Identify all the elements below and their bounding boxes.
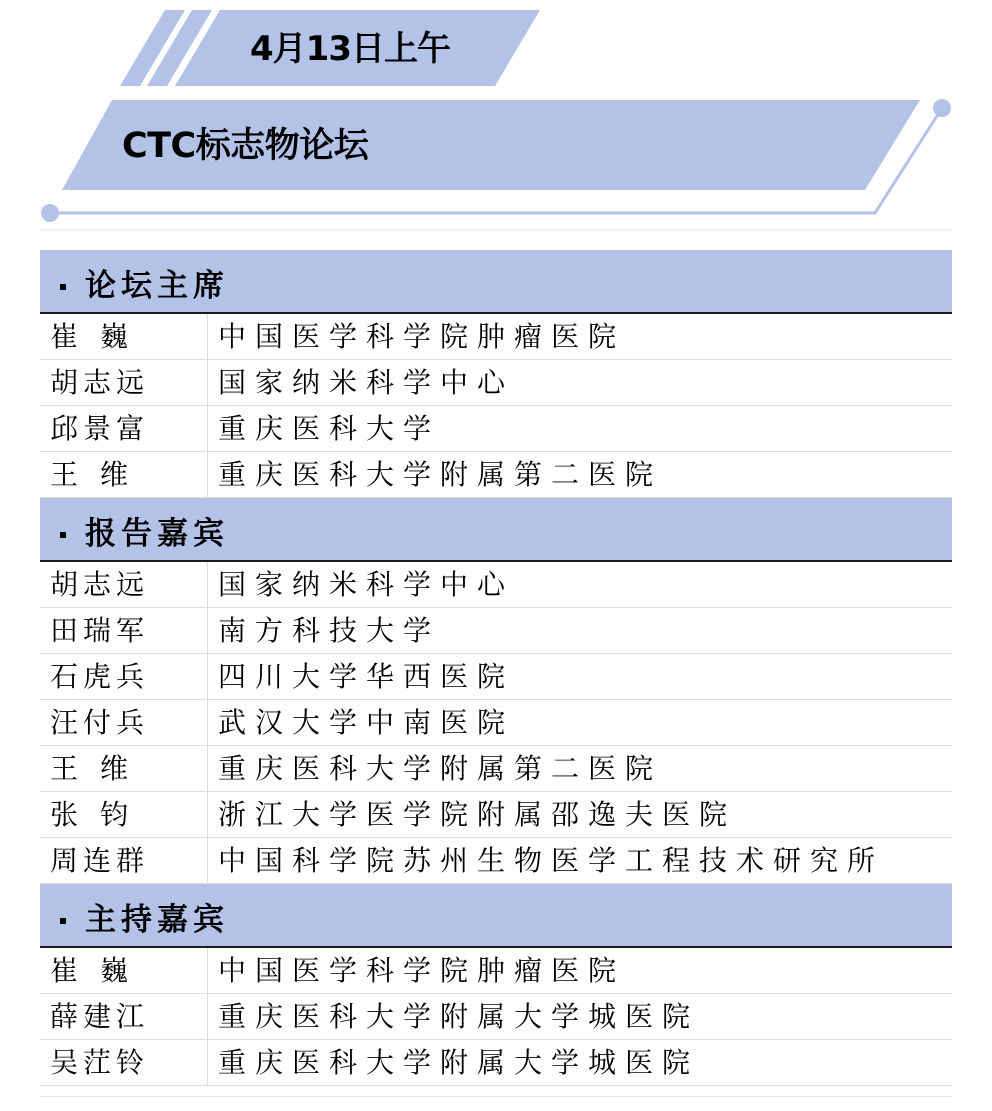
- table-row: [40, 792, 952, 838]
- organization: 中国医学科学院肿瘤医院: [218, 320, 626, 353]
- organization: 重庆医科大学: [218, 412, 441, 445]
- person-name-cell: [40, 1040, 208, 1085]
- section-title: 论坛主席: [85, 268, 229, 304]
- name-char: 钧: [100, 798, 129, 831]
- person-name-cell: [40, 700, 208, 745]
- table-row: [40, 452, 952, 498]
- organization: 中国科学院苏州生物医学工程技术研究所: [218, 844, 885, 877]
- person-name-cell: [40, 948, 208, 993]
- section-header: [40, 498, 952, 562]
- organization: 重庆医科大学附属第二医院: [218, 752, 663, 785]
- person-name: [40, 452, 150, 498]
- connector-dot-left: [41, 204, 59, 222]
- person-name: 薛建江: [50, 1000, 150, 1033]
- name-char: 王: [50, 458, 79, 491]
- organization: 武汉大学中南医院: [218, 706, 515, 739]
- name-char: 巍: [100, 954, 129, 987]
- name-char: 王: [50, 752, 79, 785]
- table-row: [40, 746, 952, 792]
- name-char: 维: [100, 458, 129, 491]
- schedule-table: [40, 250, 952, 1086]
- person-name-cell: [40, 406, 208, 451]
- date-label: 4月13日上午: [250, 29, 450, 69]
- person-name: [40, 314, 150, 360]
- section-header: [40, 884, 952, 948]
- table-row: [40, 314, 952, 360]
- person-name: 胡志远: [50, 366, 150, 399]
- section-title: 主持嘉宾: [85, 902, 229, 938]
- organization: 重庆医科大学附属大学城医院: [218, 1000, 700, 1033]
- name-char: 巍: [100, 320, 129, 353]
- organization: 重庆医科大学附属第二医院: [218, 458, 663, 491]
- person-name: 邱景富: [50, 412, 150, 445]
- table-row: [40, 1040, 952, 1086]
- organization: 国家纳米科学中心: [218, 366, 515, 399]
- table-row: [40, 406, 952, 452]
- name-char: 张: [50, 798, 79, 831]
- person-name: 石虎兵: [50, 660, 150, 693]
- organization: 浙江大学医学院附属邵逸夫医院: [218, 798, 737, 831]
- person-name-cell: [40, 562, 208, 607]
- bullet-icon: [60, 284, 66, 290]
- person-name: 胡志远: [50, 568, 150, 601]
- person-name-cell: [40, 838, 208, 883]
- person-name: 汪付兵: [50, 706, 150, 739]
- table-row: [40, 838, 952, 884]
- organization: 四川大学华西医院: [218, 660, 515, 693]
- person-name: 田瑞军: [50, 614, 150, 647]
- person-name-cell: [40, 746, 208, 791]
- person-name: [40, 792, 150, 838]
- organization: 中国医学科学院肿瘤医院: [218, 954, 626, 987]
- table-row: [40, 700, 952, 746]
- bottom-divider: [40, 1096, 952, 1097]
- person-name: 周连群: [50, 844, 150, 877]
- person-name-cell: [40, 608, 208, 653]
- person-name-cell: [40, 654, 208, 699]
- table-row: [40, 562, 952, 608]
- name-char: 崔: [50, 954, 79, 987]
- section-title: 报告嘉宾: [85, 516, 229, 552]
- person-name: 吴茳铃: [50, 1046, 150, 1079]
- table-row: [40, 948, 952, 994]
- organization: 国家纳米科学中心: [218, 568, 515, 601]
- person-name-cell: [40, 452, 208, 497]
- bullet-icon: [60, 532, 66, 538]
- person-name-cell: [40, 314, 208, 359]
- table-row: [40, 360, 952, 406]
- table-row: [40, 994, 952, 1040]
- person-name-cell: [40, 360, 208, 405]
- person-name-cell: [40, 792, 208, 837]
- organization: 南方科技大学: [218, 614, 441, 647]
- section-header: [40, 250, 952, 314]
- table-row: [40, 654, 952, 700]
- person-name-cell: [40, 994, 208, 1039]
- bullet-icon: [60, 918, 66, 924]
- connector-dot-right: [933, 99, 951, 117]
- person-name: [40, 746, 150, 792]
- forum-title: CTC标志物论坛: [122, 126, 369, 166]
- name-char: 维: [100, 752, 129, 785]
- person-name: [40, 948, 150, 994]
- name-char: 崔: [50, 320, 79, 353]
- organization: 重庆医科大学附属大学城医院: [218, 1046, 700, 1079]
- table-row: [40, 608, 952, 654]
